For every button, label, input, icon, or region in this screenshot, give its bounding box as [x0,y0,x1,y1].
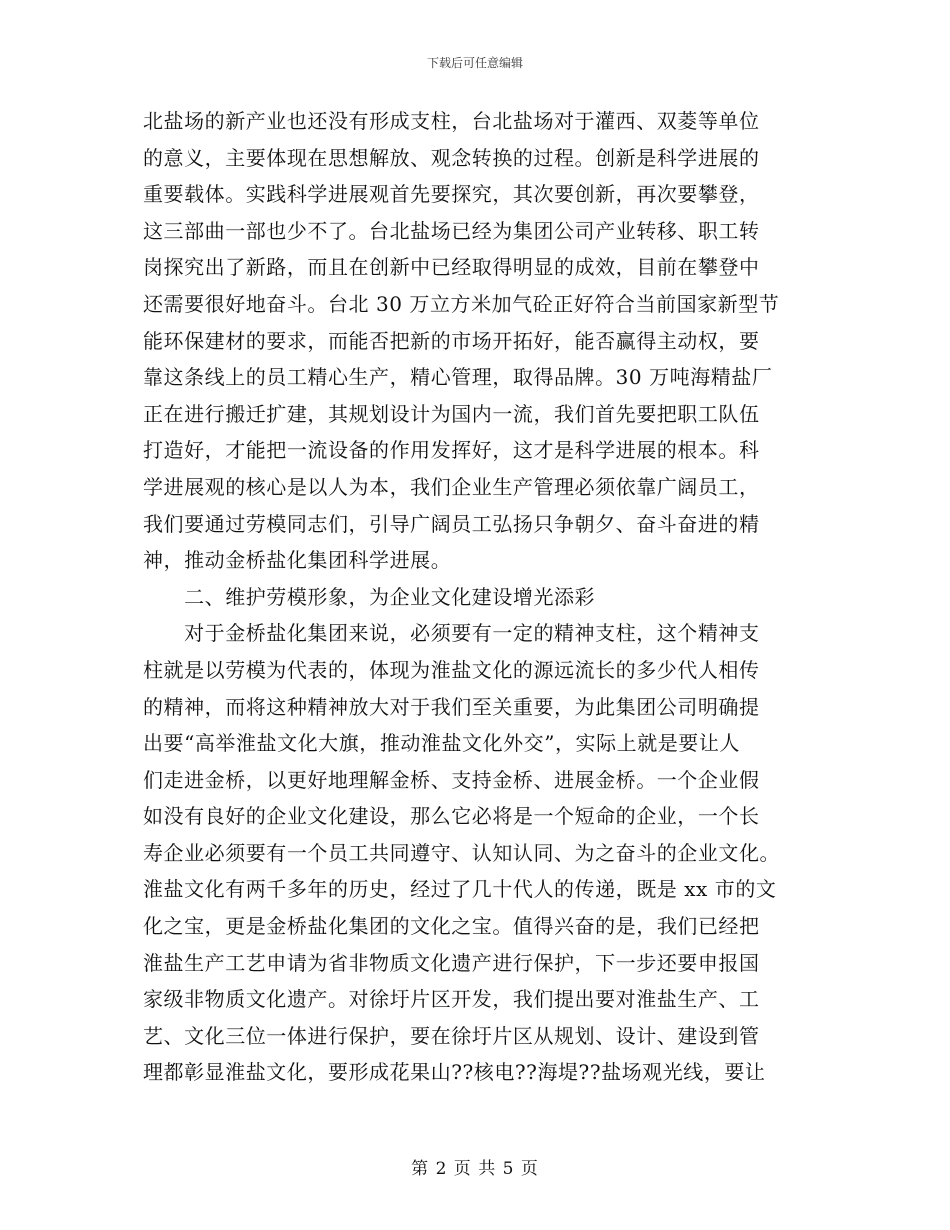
text-line: 岗探究出了新路，而且在创新中已经取得明显的成效，目前在攀登中 [143,255,760,280]
text-line: 理都彰显淮盐文化，要形成花果山??核电??海堤??盐场观光线，要让 [143,1060,766,1085]
page-footer: 第 2 页 共 5 页 [411,1159,539,1179]
text-line: 们走进金桥，以更好地理解金桥、支持金桥、进展金桥。一个企业假 [143,767,760,792]
text-line: 家级非物质文化遗产。对徐圩片区开发，我们提出要对淮盐生产、工 [143,987,760,1012]
text-line: 的意义，主要体现在思想解放、观念转换的过程。创新是科学进展的 [143,145,760,170]
text-line: 柱就是以劳模为代表的，体现为淮盐文化的源远流长的多少代人相传 [143,657,760,682]
text-line: 出要“高举淮盐文化大旗，推动淮盐文化外交”，实际上就是要让人 [143,731,740,756]
text-line: 这三部曲一部也少不了。台北盐场已经为集团公司产业转移、职工转 [143,218,760,243]
text-line: 化之宝，更是金桥盐化集团的文化之宝。值得兴奋的是，我们已经把 [143,914,760,939]
text-line: 我们要通过劳模同志们，引导广阔员工弘扬只争朝夕、奋斗奋进的精 [143,511,760,536]
text-line: 神，推动金桥盐化集团科学进展。 [143,548,452,573]
text-line: 艺、文化三位一体进行保护，要在徐圩片区从规划、设计、建设到管 [143,1023,760,1048]
text-line: 能环保建材的要求，而能否把新的市场开拓好，能否赢得主动权，要 [143,328,760,353]
text-line: 寿企业必须要有一个员工共同遵守、认知认同、为之奋斗的企业文化。 [143,840,781,865]
text-line: 学进展观的核心是以人为本，我们企业生产管理必须依靠广阔员工， [143,474,760,499]
text-line: 淮盐文化有两千多年的历史，经过了几十代人的传递，既是 xx 市的文 [143,877,777,902]
text-line: 靠这条线上的员工精心生产，精心管理，取得品牌。30 万吨海精盐厂 [143,365,773,390]
text-line: 打造好，才能把一流设备的作用发挥好，这才是科学进展的根本。科 [143,438,760,463]
text-line: 如没有良好的企业文化建设，那么它必将是一个短命的企业，一个长 [143,804,760,829]
text-line: 重要载体。实践科学进展观首先要探究，其次要创新，再次要攀登， [143,182,760,207]
text-line: 正在进行搬迁扩建，其规划设计为国内一流，我们首先要把职工队伍 [143,401,760,426]
page-header: 下载后可任意编辑 [426,56,523,70]
text-line: 对于金桥盐化集团来说，必须要有一定的精神支柱，这个精神支 [143,621,760,646]
text-line: 北盐场的新产业也还没有形成支柱，台北盐场对于灌西、双菱等单位 [143,109,760,133]
text-line: 还需要很好地奋斗。台北 30 万立方米加气砼正好符合当前国家新型节 [143,291,780,316]
document-body [143,103,811,1091]
text-line: 的精神，而将这种精神放大对于我们至关重要，为此集团公司明确提 [143,694,760,719]
text-line: 淮盐生产工艺申请为省非物质文化遗产进行保护，下一步还要申报国 [143,950,760,975]
section-heading: 二、维护劳模形象，为企业文化建设增光添彩 [143,584,596,609]
